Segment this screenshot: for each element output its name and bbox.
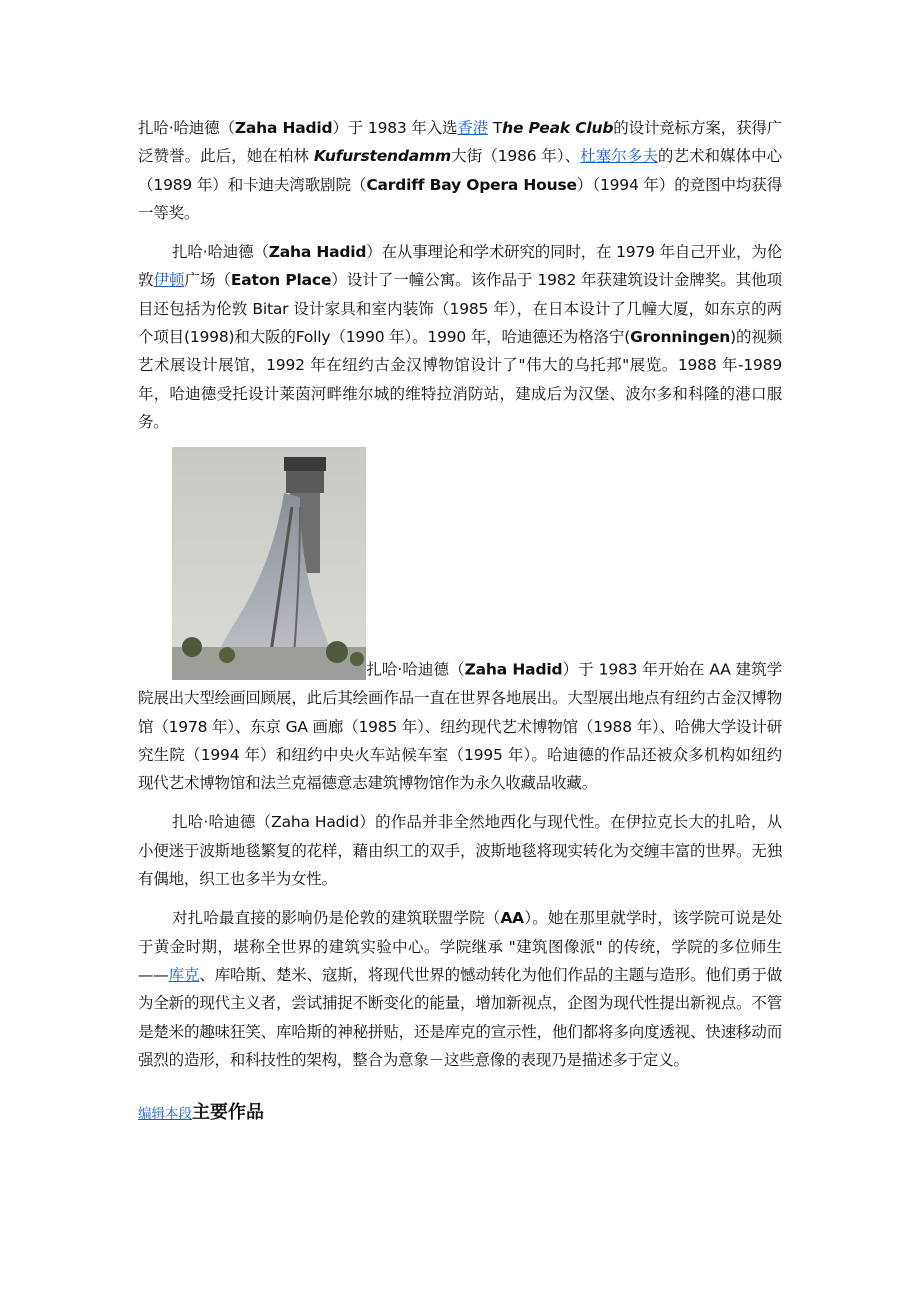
bold-text: Zaha Hadid: [234, 119, 333, 137]
text: 的设计竞标方案，获得广泛赞誉。此后，她在柏林: [138, 119, 783, 166]
bold-text: AA: [500, 909, 524, 928]
text: ）在从事理论和学术研究的同时，在 1979 年自己开业，为伦敦: [138, 243, 782, 290]
text: 扎哈·哈迪德（Zaha Hadid）的作品并非全然地西化与现代性。在伊拉克长大的扎哈，从小便迷于波斯地毯繁复的花样，藉由织工的双手，波斯地毯将现实转化为交缠丰富的世界。无独有偶地，织工也多半为女性。: [138, 813, 782, 889]
bold-italic-text: Kufurstendamm: [313, 147, 451, 166]
section-title: 主要作品: [192, 1102, 264, 1124]
document-body: [138, 114, 782, 1124]
text: 对扎哈最直接的影响仍是伦敦的建筑联盟学院（: [172, 909, 501, 928]
ski-jump-tower-photo: [172, 447, 366, 680]
text: 大街（1986 年）、: [450, 147, 581, 166]
text: 扎哈·哈迪德（: [172, 243, 269, 262]
bold-text: Zaha Hadid: [268, 243, 367, 262]
bold-text: Gronningen: [630, 328, 731, 347]
text: ）（1994 年）的竞图中均获得一等奖。: [138, 175, 782, 222]
text: 、库哈斯、楚米、寇斯，将现代世界的憾动转化为他们作品的主题与造形。他们勇于做为全新的现代主义者，尝试捕捉不断变化的能量，增加新视点，企图为现代性提出新视点。不管是楚米的趣味狂笑、库哈斯的神秘拼贴，还是库克的宣示性，他们都将多向度透视、快速移动而强烈的造形，和科技性的架构，整合为意象－这些意像的表现乃是描述多于定义。: [138, 965, 783, 1069]
text: ）于 1983 年开始在 AA 建筑学院展出大型绘画回顾展，此后其绘画作品一直在世界各地展出。大型展出地点有纽约古金汉博物馆（1978 年）、东京 GA 画廊（1985 年）、纽约现代艺术博物馆（1988 年）、哈佛大学设计研究生院（1994 年）和纽约中央火车站候车室（1995 年）。哈迪德的作品还被众多机构如纽约现代艺术博物馆和法兰克福德意志建筑博物馆作为永久收藏品收藏。: [138, 660, 783, 793]
text: 的艺术和媒体中心（1989 年）和卡迪夫湾歌剧院（: [138, 147, 782, 194]
bold-text: Zaha Hadid: [464, 660, 563, 679]
paragraph-2: [138, 238, 782, 436]
paragraph-5: [138, 904, 782, 1074]
paragraph-4: [138, 808, 782, 893]
link-cook[interactable]: 库克: [168, 965, 200, 984]
text: 广场（: [184, 271, 231, 290]
paragraph-1: [138, 114, 782, 227]
edit-section-link[interactable]: 编辑本段: [138, 1106, 192, 1123]
text: 扎哈·哈迪德（: [366, 660, 465, 679]
link-dusseldorf[interactable]: 杜塞尔多夫: [580, 147, 658, 166]
text: ）设计了一幢公寓。该作品于 1982 年获建筑设计金牌奖。其他项目还包括为伦敦 Bitar 设计家具和室内装饰（1985 年），在日本设计了几幢大厦，如东京的两个项目(1998)和大阪的Folly（1990 年）。1990 年，哈迪德还为格洛宁(: [138, 271, 783, 347]
text: ）。她在那里就学时，该学院可说是处于黄金时期，堪称全世界的建筑实验中心。学院继承 "建筑图像派" 的传统，学院的多位师生——: [138, 909, 782, 984]
text: 扎哈·哈迪德（: [138, 119, 235, 137]
paragraph-3: [138, 447, 782, 797]
bold-text: Eaton Place: [230, 271, 332, 290]
link-hong-kong[interactable]: 香港: [457, 119, 489, 137]
bold-italic-text: he Peak Club: [502, 119, 614, 137]
text: ）于 1983 年入选: [332, 119, 458, 137]
section-heading: [138, 1098, 782, 1124]
bold-text: Cardiff Bay Opera House: [366, 175, 577, 194]
link-eaton[interactable]: 伊顿: [153, 271, 185, 290]
text: )的视频艺术展设计展馆，1992 年在纽约古金汉博物馆设计了"伟大的乌托邦"展览。1988 年-1989 年，哈迪德受托设计莱茵河畔维尔城的维特拉消防站，建成后为汉堡、波尔多和科隆的港口服务。: [138, 328, 783, 431]
text: T: [488, 119, 503, 137]
